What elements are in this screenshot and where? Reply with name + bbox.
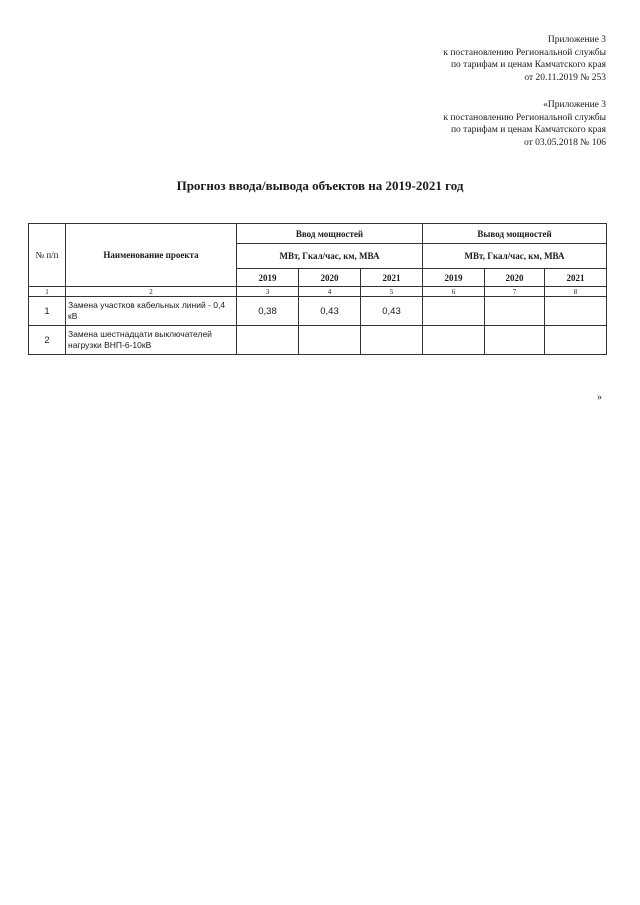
input-2020 (299, 326, 361, 355)
appendix-line: по тарифам и ценам Камчатского края (450, 60, 606, 70)
group-header-input: Ввод мощностей (237, 224, 423, 244)
year-header: 2021 (545, 269, 607, 287)
table-row (29, 297, 607, 326)
year-header: 2019 (423, 269, 485, 287)
table-row (29, 326, 607, 355)
appendix-line: от 03.05.2018 № 106 (524, 137, 606, 148)
input-2019 (237, 326, 299, 355)
index-cell: 7 (485, 287, 545, 297)
output-2021 (545, 297, 607, 326)
input-2021 (361, 326, 423, 355)
input-2021: 0,43 (361, 297, 423, 326)
group-header-output: Вывод мощностей (423, 224, 607, 244)
output-2021 (545, 326, 607, 355)
index-cell: 1 (29, 287, 66, 297)
appendix-line: к постановлению Региональной службы (443, 112, 606, 123)
index-cell: 2 (66, 287, 237, 297)
index-cell: 3 (237, 287, 299, 297)
col-header-number: № п/п (29, 224, 66, 287)
forecast-table (28, 223, 607, 355)
input-2019: 0,38 (237, 297, 299, 326)
project-name: Замена шестнадцати выключателей нагрузки ВНП-6-10кВ (66, 326, 237, 355)
closing-quote: » (597, 392, 602, 403)
index-cell: 8 (545, 287, 607, 297)
output-2020 (485, 297, 545, 326)
index-cell: 6 (423, 287, 485, 297)
row-number: 1 (29, 297, 66, 326)
appendix-line: по тарифам и ценам Камчатского края (450, 125, 606, 135)
output-2019 (423, 297, 485, 326)
appendix-line: к постановлению Региональной службы (443, 47, 606, 58)
output-2019 (423, 326, 485, 355)
year-header: 2020 (485, 269, 545, 287)
appendix-line: от 20.11.2019 № 253 (524, 72, 606, 83)
row-number: 2 (29, 326, 66, 355)
index-cell: 4 (299, 287, 361, 297)
appendix-header-current (443, 34, 606, 84)
col-header-name: Наименование проекта (66, 224, 237, 287)
appendix-line: Приложение 3 (547, 35, 606, 45)
index-cell: 5 (361, 287, 423, 297)
page-title: Прогноз ввода/вывода объектов на 2019-2021 год (176, 178, 464, 193)
project-name: Замена участков кабельных линий - 0,4 кВ (66, 297, 237, 326)
year-header: 2019 (237, 269, 299, 287)
units-header-input: МВт, Гкал/час, км, МВА (237, 244, 423, 269)
input-2020: 0,43 (299, 297, 361, 326)
year-header: 2021 (361, 269, 423, 287)
units-header-output: МВт, Гкал/час, км, МВА (423, 244, 607, 269)
year-header: 2020 (299, 269, 361, 287)
output-2020 (485, 326, 545, 355)
appendix-header-previous (443, 99, 606, 149)
appendix-line: «Приложение 3 (543, 100, 606, 110)
